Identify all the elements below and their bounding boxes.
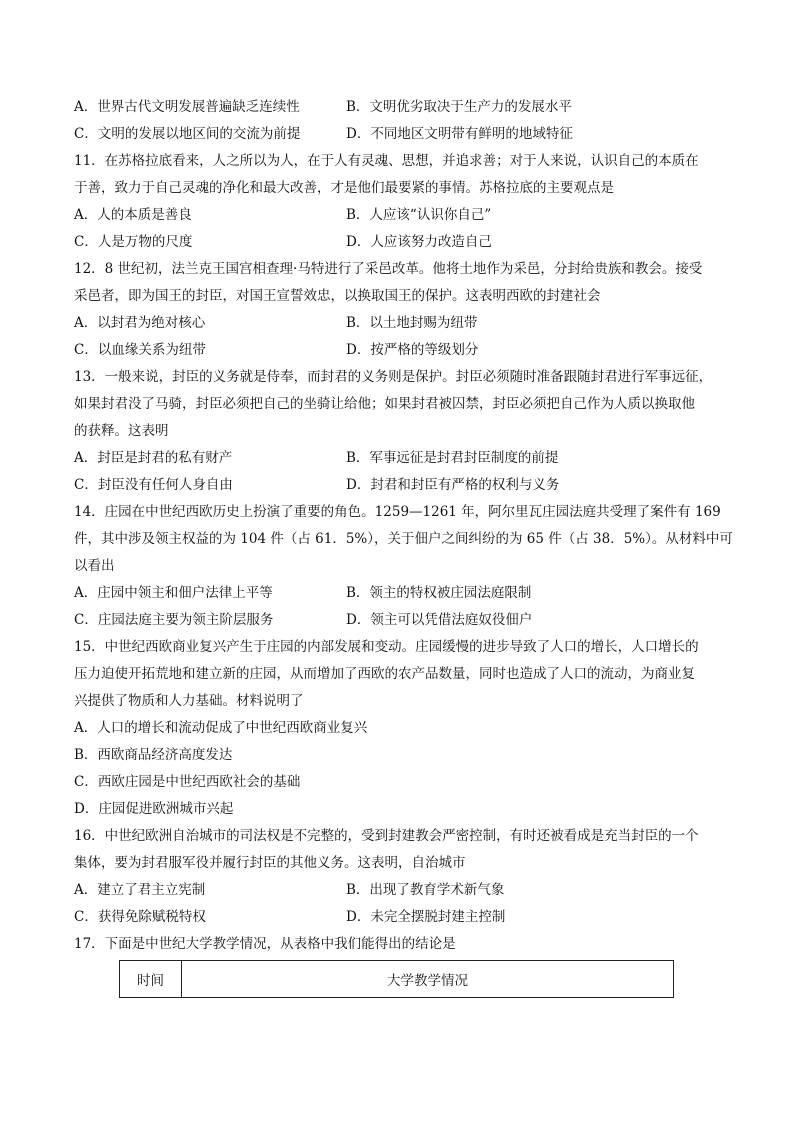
q11-option-c[interactable]: C．人是万物的尺度 <box>74 234 193 250</box>
q13-option-d[interactable]: D．封君和封臣有严格的权利与义务 <box>346 477 560 493</box>
q11-option-b[interactable]: B．人应该“认识你自己” <box>346 207 492 223</box>
q17-table <box>119 960 674 998</box>
q12-option-b[interactable]: B．以土地封赐为纽带 <box>346 315 478 331</box>
q17-table-header-time: 时间 <box>120 961 182 998</box>
q15-option-c[interactable]: C．西欧庄园是中世纪西欧社会的基础 <box>74 774 301 790</box>
q13-option-c[interactable]: C．封臣没有任何人身自由 <box>74 477 233 493</box>
q10-option-a[interactable]: A．世界古代文明发展普遍缺乏连续性 <box>74 99 300 115</box>
q15-stem-line-3: 兴提供了物质和人力基础。材料说明了 <box>74 693 304 709</box>
q16-stem-line-2: 集体，要为封君服军役并履行封臣的其他义务。这表明，自治城市 <box>74 855 466 871</box>
q14-option-a[interactable]: A．庄园中领主和佃户法律上平等 <box>74 585 273 601</box>
q17-table-header-row <box>120 961 674 998</box>
q15-stem-line-2: 压力迫使开拓荒地和建立新的庄园，从而增加了西欧的农产品数量，同时也造成了人口的流动，为商业复 <box>74 666 695 682</box>
q14-stem-line-1: 14．庄园在中世纪西欧历史上扮演了重要的角色。1259—1261 年，阿尔里瓦庄园法庭共受理了案件有 169 <box>74 504 721 520</box>
q15-option-a[interactable]: A．人口的增长和流动促成了中世纪西欧商业复兴 <box>74 720 368 736</box>
q12-stem-line-2: 采邑者，即为国王的封臣，对国王宣誓效忠，以换取国王的保护。这表明西欧的封建社会 <box>74 288 601 304</box>
q13-option-a[interactable]: A．封臣是封君的私有财产 <box>74 450 233 466</box>
q14-stem-line-3: 以看出 <box>74 558 115 574</box>
q12-stem-line-1: 12．8 世纪初，法兰克王国宫相查理·马特进行了采邑改革。他将土地作为采邑，分封给贵族和教会。接受 <box>74 261 703 277</box>
q15-option-d[interactable]: D．庄园促进欧洲城市兴起 <box>74 801 234 817</box>
q12-option-c[interactable]: C．以血缘关系为纽带 <box>74 342 206 358</box>
q14-option-b[interactable]: B．领主的特权被庄园法庭限制 <box>346 585 532 601</box>
q14-option-c[interactable]: C．庄园法庭主要为领主阶层服务 <box>74 612 274 628</box>
q17-stem-line-1: 17．下面是中世纪大学教学情况，从表格中我们能得出的结论是 <box>74 936 456 952</box>
q10-option-c[interactable]: C．文明的发展以地区间的交流为前提 <box>74 126 301 142</box>
q12-option-d[interactable]: D．按严格的等级划分 <box>346 342 479 358</box>
q14-option-d[interactable]: D．领主可以凭借法庭奴役佃户 <box>346 612 533 628</box>
q16-option-c[interactable]: C．获得免除赋税特权 <box>74 909 206 925</box>
q15-option-b[interactable]: B．西欧商品经济高度发达 <box>74 747 233 763</box>
q11-stem-line-2: 于善，致力于自己灵魂的净化和最大改善，才是他们最要紧的事情。苏格拉底的主要观点是 <box>74 180 614 196</box>
q14-stem-line-2: 件，其中涉及领主权益的为 104 件（占 61．5%），关于佃户之间纠纷的为 65 件（占 38．5%）。从材料中可 <box>74 531 733 547</box>
q16-option-b[interactable]: B．出现了教育学术新气象 <box>346 882 505 898</box>
q16-option-d[interactable]: D．未完全摆脱封建主控制 <box>346 909 506 925</box>
q11-option-d[interactable]: D．人应该努力改造自己 <box>346 234 492 250</box>
q17-table-header-teaching: 大学教学情况 <box>182 961 674 998</box>
q16-option-a[interactable]: A．建立了君主立宪制 <box>74 882 206 898</box>
q13-stem-line-2: 如果封君没了马骑，封臣必须把自己的坐骑让给他；如果封君被囚禁，封臣必须把自己作为人质以换取他 <box>74 396 695 412</box>
q15-stem-line-1: 15．中世纪西欧商业复兴产生于庄园的内部发展和变动。庄园缓慢的进步导致了人口的增长，人口增长的 <box>74 639 699 655</box>
q12-option-a[interactable]: A．以封君为绝对核心 <box>74 315 206 331</box>
q13-stem-line-1: 13．一般来说，封臣的义务就是侍奉，而封君的义务则是保护。封臣必须随时准备跟随封君进行军事远征， <box>74 369 713 385</box>
q11-option-a[interactable]: A．人的本质是善良 <box>74 207 192 223</box>
q13-option-b[interactable]: B．军事远征是封君封臣制度的前提 <box>346 450 559 466</box>
q10-option-b[interactable]: B．文明优劣取决于生产力的发展水平 <box>346 99 572 115</box>
q10-option-d[interactable]: D．不同地区文明带有鲜明的地域特征 <box>346 126 573 142</box>
q13-stem-line-3: 的获释。这表明 <box>74 423 169 439</box>
q16-stem-line-1: 16．中世纪欧洲自治城市的司法权是不完整的，受到封建教会严密控制，有时还被看成是充当封臣的一个 <box>74 828 699 844</box>
q11-stem-line-1: 11．在苏格拉底看来，人之所以为人，在于人有灵魂、思想，并追求善；对于人来说，认识自己的本质在 <box>74 153 699 169</box>
